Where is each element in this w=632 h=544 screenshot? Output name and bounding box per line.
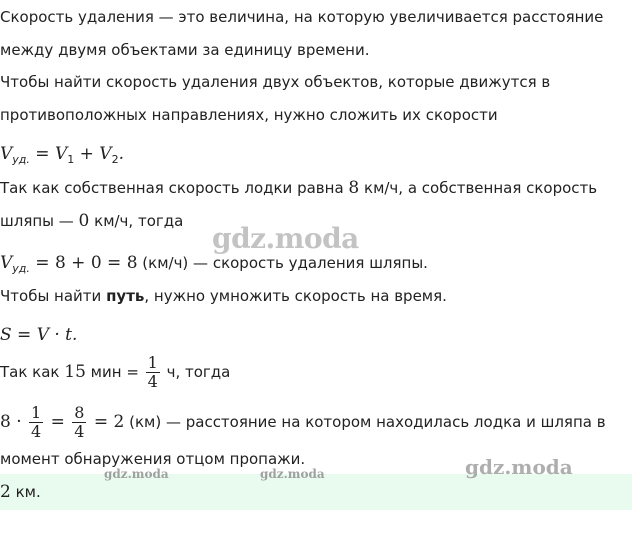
text-line-3 xyxy=(0,72,550,92)
watermark-main: gdz.moda xyxy=(212,222,359,255)
text-line-5: Так как собственная скорость лодки равна 8 км/ч, а собственная скорость xyxy=(0,178,598,198)
watermark-small-left: gdz.moda xyxy=(104,467,169,481)
fraction-quarter: $\frac{1}{4}$ xyxy=(147,353,158,391)
text-line-2 xyxy=(0,40,370,60)
watermark-small-center: gdz.moda xyxy=(260,467,325,481)
formula-speed-value: $V_{уд.} = 8 + 0 = 8$ (км/ч) — скорость удаления шляпы. xyxy=(0,253,428,275)
fraction-eight-quarters: $\frac{8}{4}$ xyxy=(74,403,85,441)
text-line-1 xyxy=(0,7,603,27)
definition-text-cont: между двумя объектами за единицу времени. xyxy=(0,41,370,59)
fraction-one-quarter: $\frac{1}{4}$ xyxy=(31,403,42,441)
text-line-4 xyxy=(0,105,498,125)
rule-text: Чтобы найти скорость удаления двух объектов, которые движутся в xyxy=(0,73,551,91)
text-line-8: Так как 15 мин = $\frac{1}{4}$ ч, тогда xyxy=(0,353,231,391)
watermark-right: gdz.moda xyxy=(465,455,573,479)
definition-text: Скорость удаления — это величина, на которую увеличивается расстояние xyxy=(0,8,604,26)
answer-text: 2 км. xyxy=(0,482,41,502)
text-line-7: Чтобы найти путь, нужно умножить скорость на время. xyxy=(0,287,447,305)
formula-calculation: 8 · $\frac{1}{4}$ = $\frac{8}{4}$ = 2 (км) — расстояние на котором находилась лодка и шляпа в xyxy=(0,403,606,441)
text-line-9: момент обнаружения отцом пропажи. xyxy=(0,450,306,468)
formula-distance: S = V · t. xyxy=(0,325,78,345)
text-line-6: шляпы — 0 км/ч, тогда xyxy=(0,211,184,231)
formula-speed: $V_{уд.} = V_1 + V_2$. xyxy=(0,144,124,166)
rule-text-cont: противоположных направлениях, нужно сложить их скорости xyxy=(0,106,498,124)
